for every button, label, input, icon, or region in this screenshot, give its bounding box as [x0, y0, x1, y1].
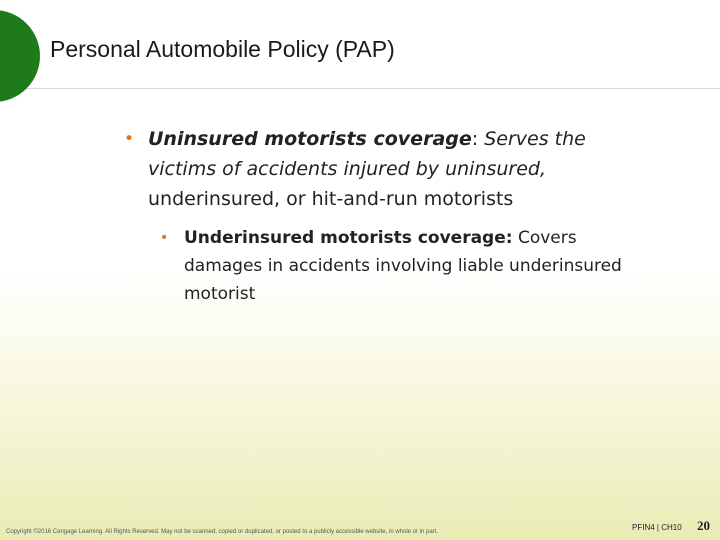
footer-copyright: Copyright ©2016 Cengage Learning. All Rights Reserved. May not be scanned, copied or duplicated, or posted to a publicly accessible website, in whole or in part.: [6, 529, 439, 535]
bullet-uninsured: [124, 124, 634, 214]
footer-course: PFIN4 | CH10: [632, 523, 682, 532]
bullet-underinsured-term: Underinsured motorists coverage:: [184, 228, 513, 248]
bullet-uninsured-sep: :: [471, 128, 485, 150]
bullet-uninsured-italic: Serves the victims of accidents injured by uninsured,: [148, 128, 586, 180]
bullet-uninsured-text: [148, 124, 634, 214]
slide-title: Personal Automobile Policy (PAP): [50, 36, 395, 62]
bullet-dot-icon: •: [124, 129, 135, 149]
bullet-underinsured-desc: Covers damages in accidents involving liable underinsured motorist: [184, 228, 622, 304]
bullet-underinsured: [160, 224, 640, 308]
bullet-dot-icon: •: [160, 230, 169, 246]
page-number: 20: [697, 518, 710, 533]
bullet-uninsured-term: Uninsured motorists coverage: [148, 128, 472, 150]
bullet-uninsured-plain: underinsured, or hit-and-run motorists: [148, 188, 514, 210]
bullet-underinsured-text: [184, 224, 640, 308]
